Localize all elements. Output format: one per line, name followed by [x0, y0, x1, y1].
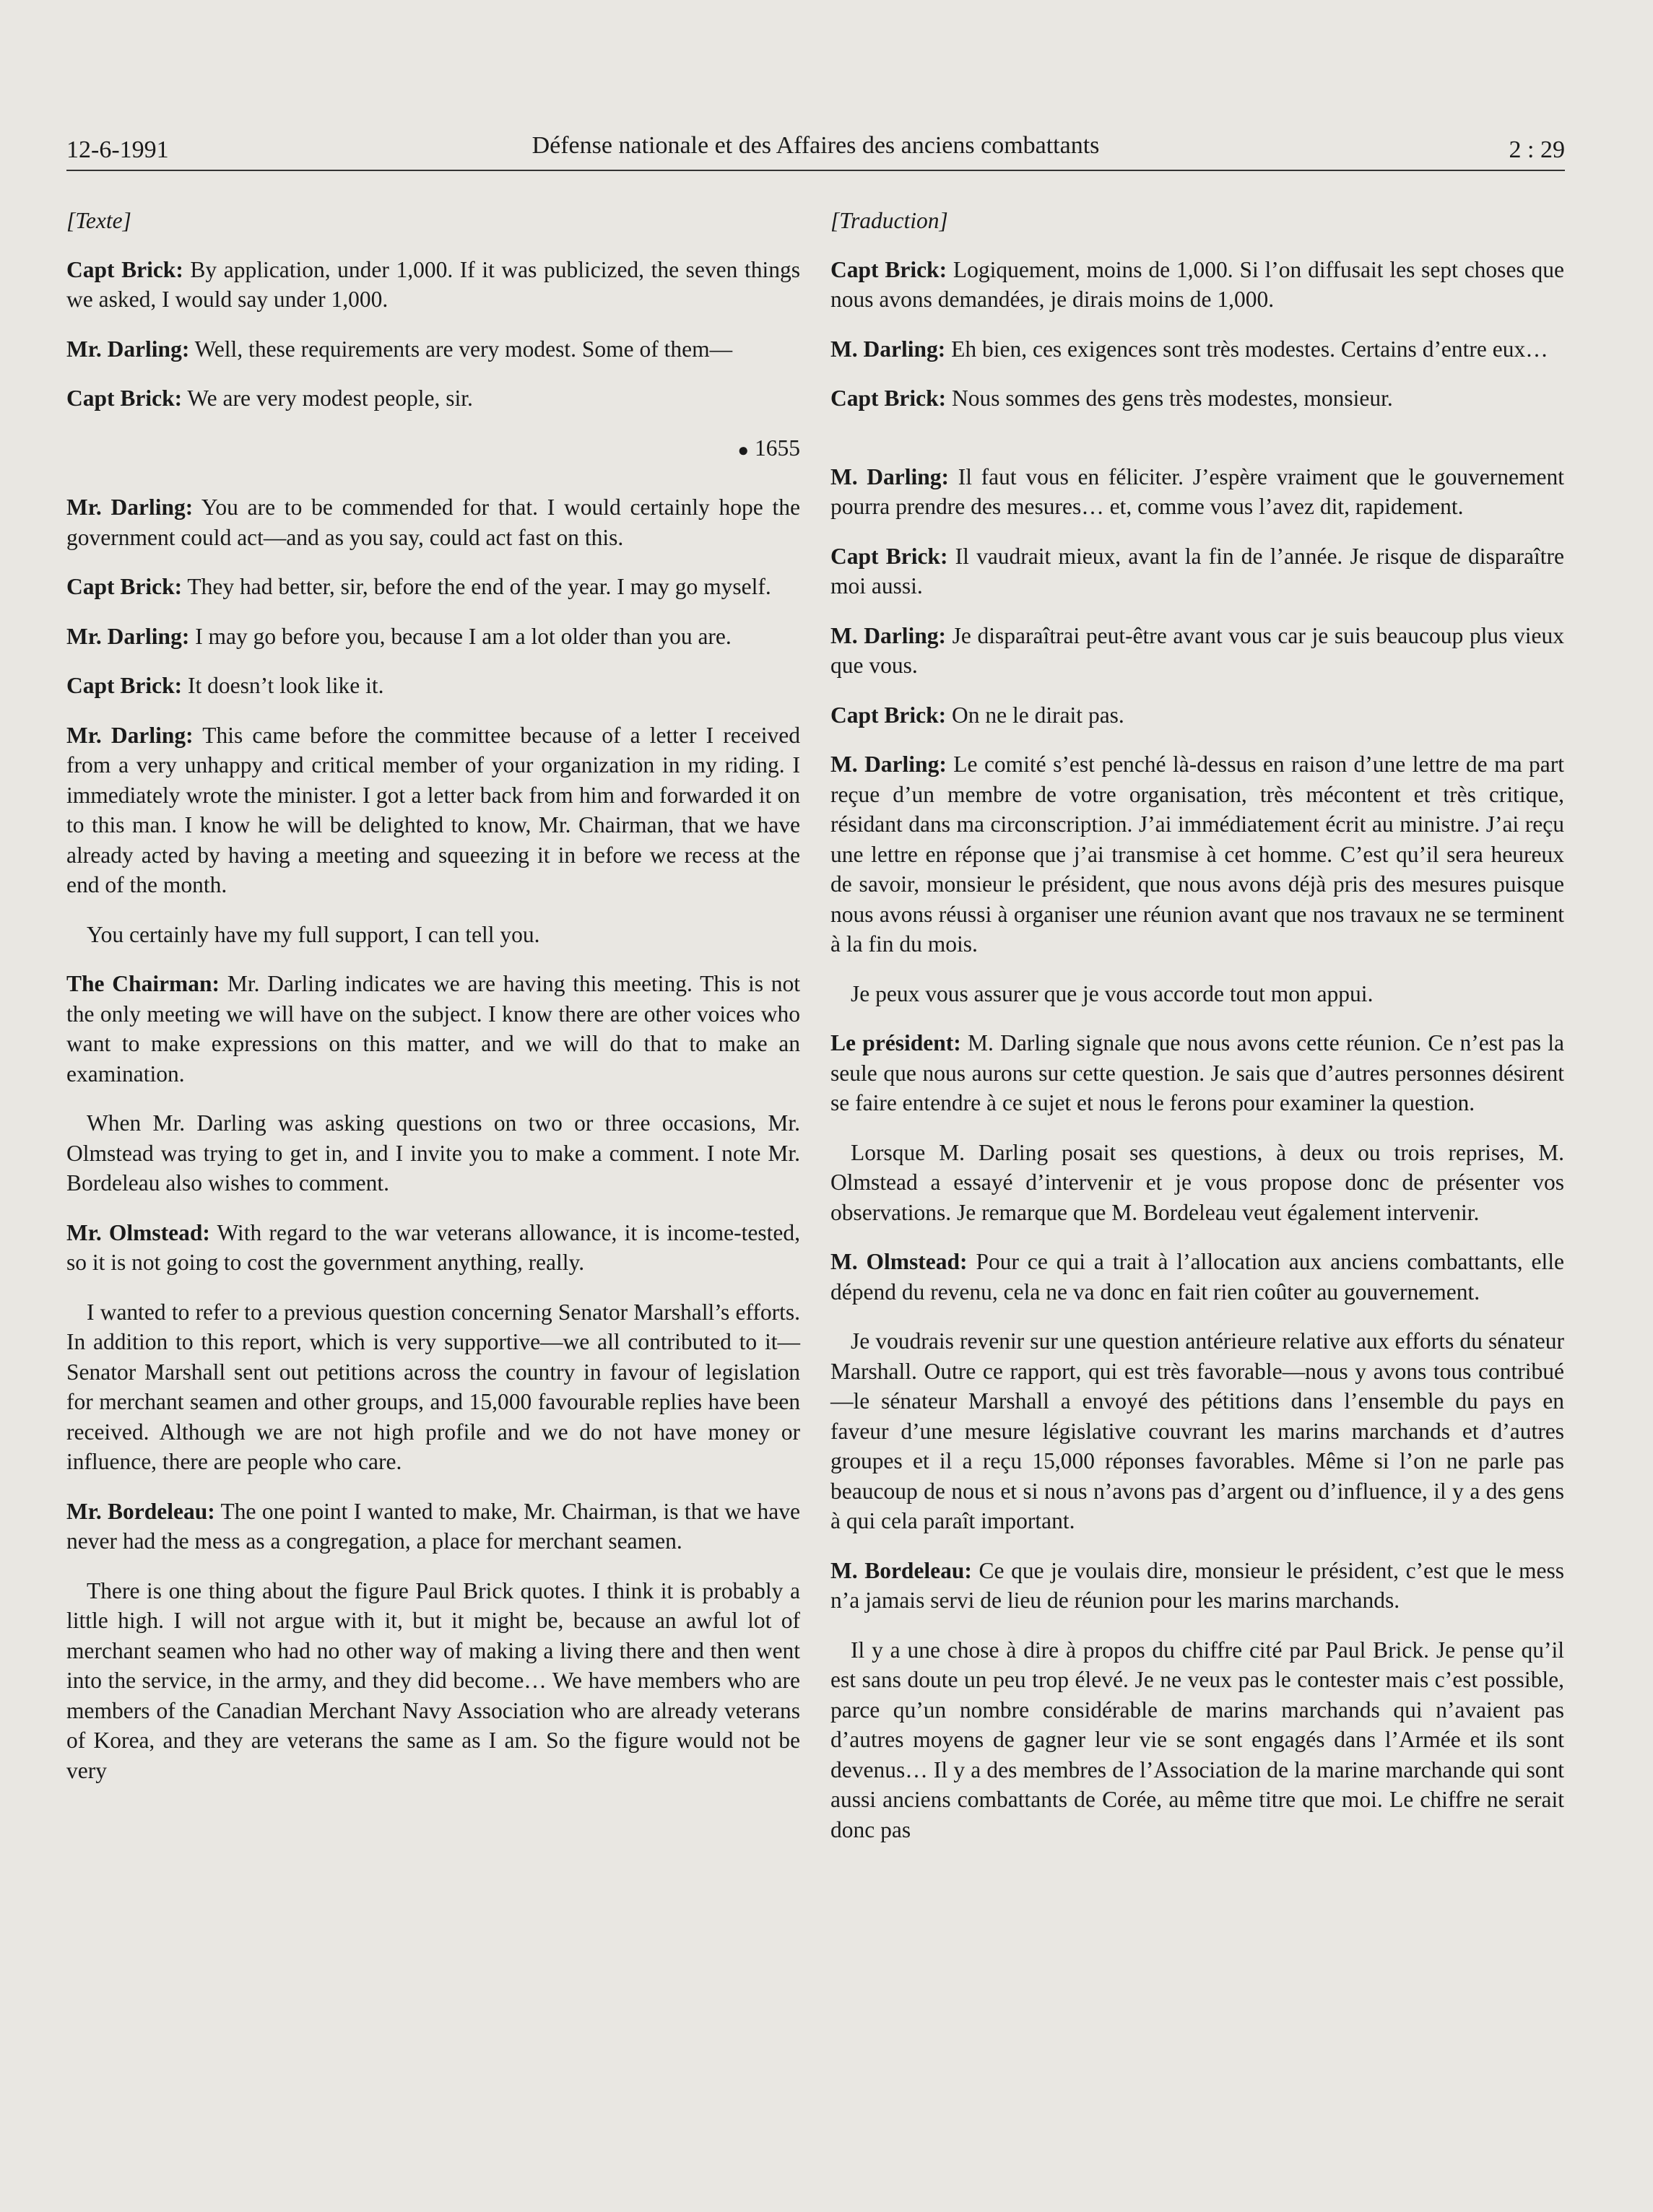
speech: Nous sommes des gens très modestes, monsieur. [946, 386, 1393, 411]
speech: M. Darling signale que nous avons cette réunion. Ce n’est pas la seule que nous aurons sur cette question. Je sais que d’autres personnes désirent se faire entendre à ce sujet et nous le ferons pour examiner la question. [830, 1030, 1564, 1115]
spacer [830, 433, 1564, 462]
speech: Ce que je voulais dire, monsieur le président, c’est que le mess n’a jamais servi de lieu de réunion pour les marins marchands. [830, 1557, 1565, 1613]
paragraph [830, 1028, 1564, 1118]
speech: You are to be commended for that. I would certainly hope the government could act—and as you say, could act fast on this. [66, 495, 801, 550]
bullet-icon: ● [737, 439, 750, 461]
speaker: Capt Brick: [66, 256, 183, 282]
speaker: Mr. Darling: [66, 336, 190, 362]
speech: With regard to the war veterans allowance, it is income-tested, so it is not going to cost the government anything, really. [66, 1219, 800, 1276]
paragraph: I wanted to refer to a previous question concerning Senator Marshall’s efforts. In addition to this report, which is very supportive—we all contributed to it—Senator Marshall sent out petitions across the country in favour of legislation for merchant seamen and other groups, and 15,000 favourable replies have been received. Although we are not high profile and we do not have money or influence, there are people who care. [66, 1299, 800, 1475]
speaker: Capt Brick: [66, 386, 183, 411]
paragraph [830, 1556, 1564, 1616]
paragraph: Je voudrais revenir sur une question antérieure relative aux efforts du sénateur Marshall. Outre ce rapport, qui est très favorable—nous y avons tous contribué—le sénateur Marshall a envoyé des pétitions dans l’ensemble du pays en faveur d’une mesure législative couvrant les marins marchands et d’autres groupes et il a reçu 15,000 réponses favorables. Même si l’on ne parle pas beaucoup de nous et si nous n’avons pas d’argent ou d’influence, il y a des gens à qui cela paraît important. [830, 1328, 1564, 1533]
paragraph [66, 492, 800, 552]
paragraph: Lorsque M. Darling posait ses questions, à deux ou trois reprises, M. Olmstead a essayé d’intervenir et je vous propose donc de présenter vos observations. Je remarque que M. Bordeleau veut également intervenir. [830, 1139, 1564, 1225]
paragraph [830, 749, 1564, 959]
paragraph [66, 622, 800, 652]
paragraph: You certainly have my full support, I can tell you. [87, 921, 540, 947]
speaker: The Chairman: [66, 971, 220, 997]
speech: By application, under 1,000. If it was publicized, the seven things we asked, I would say under 1,000. [66, 256, 800, 312]
paragraph [66, 572, 800, 602]
paragraph: Il y a une chose à dire à propos du chiffre cité par Paul Brick. Je pense qu’il est sans doute un peu trop élevé. Je ne veux pas le contester mais c’est possible, parce qu’un nombre considérable de marins marchands qui n’avaient pas d’autres moyens de gagner leur vie se sont engagés dans l’Armée et ils sont devenus… Il y a des membres de l’Association de la marine marchande qui sont aussi anciens combattants de Corée, au même titre que moi. Le chiffre ne serait donc pas [830, 1637, 1564, 1842]
paragraph: Je peux vous assurer que je vous accorde tout mon appui. [851, 980, 1374, 1006]
speaker: Mr. Olmstead: [66, 1219, 210, 1245]
section-label: [Texte] [66, 208, 131, 233]
speaker: M. Olmstead: [830, 1249, 968, 1274]
speaker: Capt Brick: [830, 256, 947, 282]
speaker: Capt Brick: [66, 673, 183, 699]
speaker: M. Darling: [830, 463, 950, 489]
speaker: Mr. Darling: [66, 623, 190, 649]
paragraph [66, 255, 800, 315]
speech: It doesn’t look like it. [182, 673, 384, 699]
speaker: Capt Brick: [830, 543, 948, 569]
page-header [66, 119, 1565, 171]
header-page-number: 2 : 29 [1509, 136, 1565, 163]
speaker: M. Bordeleau: [830, 1557, 972, 1583]
paragraph [830, 255, 1564, 315]
paragraph [830, 541, 1564, 601]
paragraph [830, 334, 1564, 365]
time-marker-value: 1655 [755, 435, 800, 461]
paragraph [66, 969, 800, 1089]
speech: Mr. Darling indicates we are having this meeting. This is not the only meeting we will have on the subject. I know there are other voices who want to make expressions on this matter, and we will do that to make an examination. [66, 971, 800, 1087]
paragraph [830, 621, 1564, 681]
paragraph [830, 700, 1564, 731]
speech: Logiquement, moins de 1,000. Si l’on diffusait les sept choses que nous avons demandées, je dirais moins de 1,000. [830, 256, 1564, 312]
speech: I may go before you, because I am a lot older than you are. [189, 623, 732, 649]
speech: Pour ce qui a trait à l’allocation aux anciens combattants, elle dépend du revenu, cela ne va donc en fait rien coûter au gouvernement. [830, 1249, 1564, 1305]
paragraph [830, 462, 1564, 522]
speech: Il faut vous en féliciter. J’espère vraiment que le gouvernement pourra prendre des mesures… et, comme vous l’avez dit, rapidement. [830, 463, 1564, 519]
header-title: Défense nationale et des Affaires des anciens combattants [532, 132, 1100, 159]
paragraph [66, 383, 800, 414]
speaker: M. Darling: [830, 336, 946, 362]
speech: Well, these requirements are very modest. Some of them— [189, 336, 733, 362]
paragraph: There is one thing about the figure Paul Brick quotes. I think it is probably a little high. I will not argue with it, but it might be, because an awful lot of merchant seamen who had no other way of making a living there and then went into the service, in the army, and they did become… We have members who are members of the Canadian Merchant Navy Association who are already veterans of Korea, and they are veterans the same as I am. So the figure would not be very [66, 1577, 800, 1783]
speaker: M. Darling: [830, 752, 947, 777]
speaker: Capt Brick: [66, 574, 183, 600]
paragraph: When Mr. Darling was asking questions on two or three occasions, Mr. Olmstead was trying to get in, and I invite you to make a comment. I note Mr. Bordeleau also wishes to comment. [66, 1110, 800, 1196]
time-marker [66, 433, 800, 466]
speech: Il vaudrait mieux, avant la fin de l’année. Je risque de disparaître moi aussi. [830, 543, 1564, 598]
paragraph [66, 671, 800, 701]
speech: Eh bien, ces exigences sont très modestes. Certains d’entre eux… [945, 336, 1548, 362]
speaker: Mr. Darling: [66, 722, 194, 748]
paragraph [66, 1218, 800, 1278]
paragraph [830, 383, 1564, 414]
speech: Je disparaîtrai peut-être avant vous car je suis beaucoup plus vieux que vous. [830, 622, 1565, 678]
speaker: Mr. Bordeleau: [66, 1498, 215, 1524]
section-label: [Traduction] [830, 208, 948, 233]
paragraph [66, 1497, 800, 1556]
speaker: Le président: [830, 1030, 961, 1055]
header-date: 12-6-1991 [66, 136, 169, 163]
speaker: Capt Brick: [830, 386, 947, 411]
paragraph [66, 720, 800, 900]
speaker: Capt Brick: [830, 702, 947, 728]
speech: We are very modest people, sir. [182, 386, 473, 411]
speaker: M. Darling: [830, 622, 946, 648]
english-column [66, 206, 800, 1805]
paragraph [830, 1247, 1564, 1307]
paragraph [66, 334, 800, 365]
french-column [830, 206, 1564, 1864]
speech: Le comité s’est penché là-dessus en raison d’une lettre de ma part reçue d’un membre de votre organisation, très mécontent et très critique, résidant dans ma circonscription. J’ai immédiatement écrit au ministre. J’ai reçu une lettre en réponse que j’ai transmise à cet homme. C’est qu’il sera heureux de savoir, monsieur le président, que nous avons déjà pris des mesures puisque nous avons réussi à organiser une réunion avant que nos travaux ne se terminent à la fin du mois. [830, 752, 1564, 957]
speech: This came before the committee because of a letter I received from a very unhappy and critical member of your organization in my riding. I immediately wrote the minister. I got a letter back from him and forwarded it on to this man. I know he will be delighted to know, Mr. Chairman, that we have already acted by having a meeting and squeezing it in before we recess at the end of the month. [66, 722, 800, 898]
speaker: Mr. Darling: [66, 495, 194, 521]
speech: On ne le dirait pas. [946, 702, 1124, 728]
speech: The one point I wanted to make, Mr. Chairman, is that we have never had the mess as a congregation, a place for merchant seamen. [66, 1498, 800, 1554]
speech: They had better, sir, before the end of the year. I may go myself. [182, 574, 771, 600]
